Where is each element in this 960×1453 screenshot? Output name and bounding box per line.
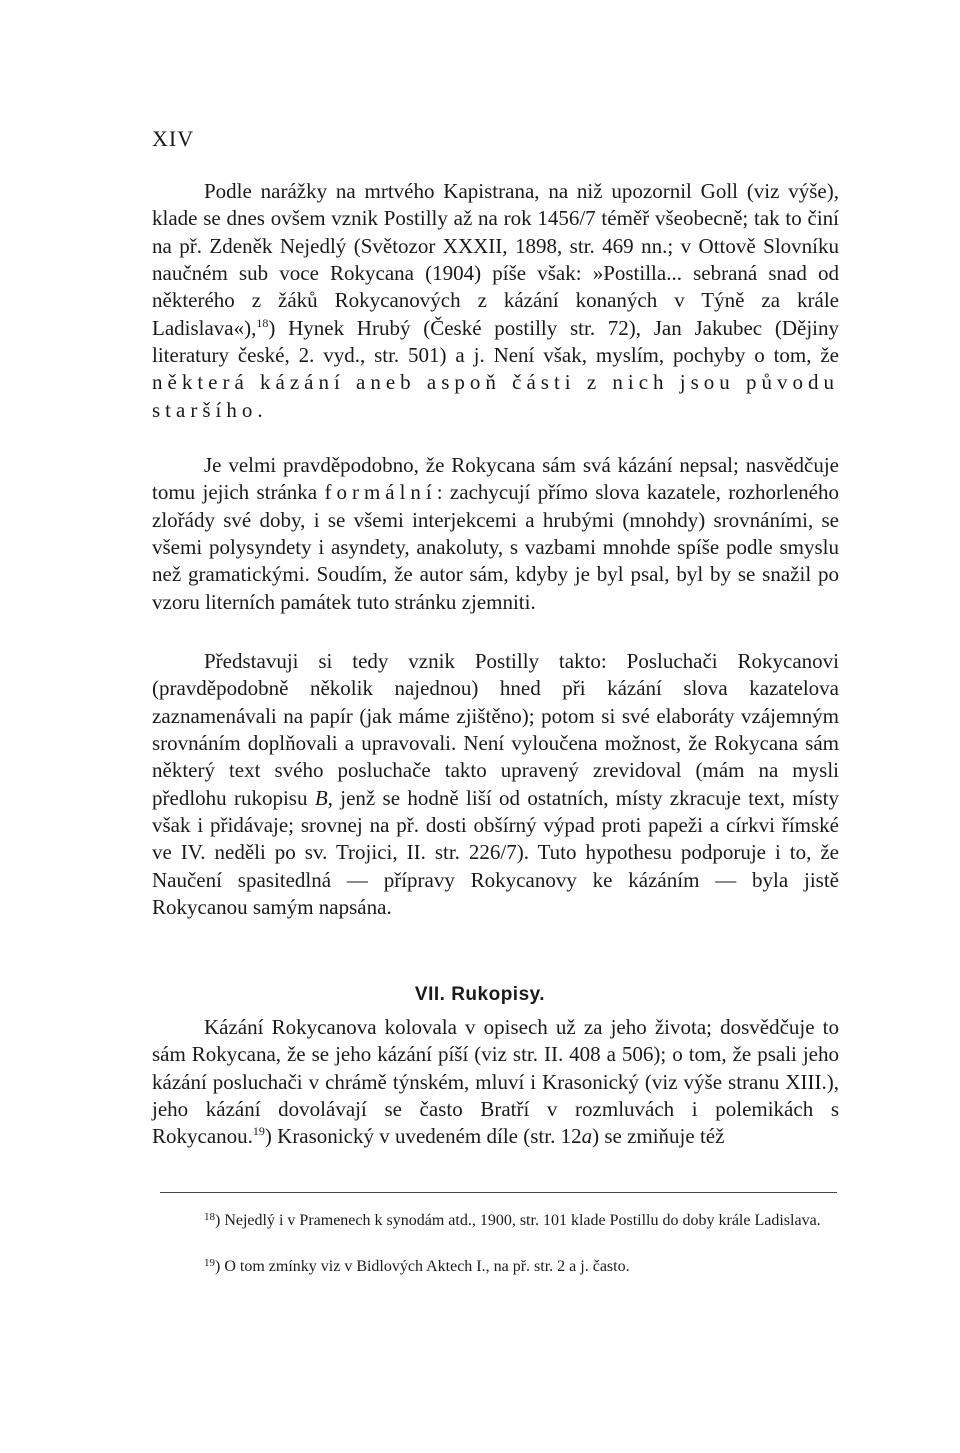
paragraph-text: ) Krasonický v uvedeném díle (str. 12	[264, 1124, 582, 1149]
footnote	[152, 1210, 839, 1232]
footnote-reference: 18	[256, 315, 269, 330]
paragraph-text: Kázání Rokycanova kolovala v opisech už za jeho života; dosvědčuje to sám Rokycana, že se jeho kázání píší (viz str. II. 408 a 506); o tom, že psali jeho kázání posluchači v chrámě týnském, mluví i Krasonický (viz výše stranu XIII.), jeho kázání dovolávají se často Bratří v rozmluvách i polemikách s Rokycanou.	[152, 1015, 839, 1149]
footnote-text: ) O tom zmínky viz v Bidlových Aktech I., na př. str. 2 a j. často.	[215, 1258, 630, 1275]
paragraph-text: ) se zmiňuje též	[592, 1124, 725, 1149]
footnote-mark: 18	[204, 1211, 215, 1223]
footnote-text: ) Nejedlý i v Pramenech k synodám atd., 1900, str. 101 klade Postillu do doby krále Ladislava.	[215, 1212, 821, 1229]
italic-text: B	[314, 785, 328, 810]
paragraph	[152, 1014, 839, 1151]
section-heading: VII. Rukopisy.	[414, 984, 546, 1005]
footnote-reference: 19	[252, 1124, 265, 1139]
paragraph-text: , jenž se hodně liší od ostatních, místy zkracuje text, místy však i přidávaje; srovnej na př. dosti obšírný výpad proti papeži a církvi římské ve IV. neděli po sv. Trojici, II. str. 226/7). Tuto hypothesu podporuje i to, že Naučení spasitedlná — přípravy Rokycanovy ke kázáním — byla jistě Rokycanou samým napsána.	[152, 785, 839, 920]
footnote-mark: 19	[204, 1257, 215, 1269]
paragraph	[152, 452, 839, 616]
paragraph-text: Je velmi pravděpodobno, že Rokycana sám svá kázání nepsal; nasvědčuje tomu jejich stránka	[152, 453, 839, 505]
paragraph-text: .	[257, 397, 263, 422]
emphasized-text: některá kázání aneb aspoň části z nich jsou původu staršího	[152, 370, 839, 422]
paragraph	[152, 178, 839, 424]
paragraph-text: : zachycují přímo slova kazatele, rozhorleného zlořády své doby, i se všemi interjekcemi a hrubými (mnohdy) srovnáními, se všemi polysyndety i asyndety, anakoluty, s vazbami mnohde spíše podle smyslu než gramatickými. Soudím, že autor sám, kdyby je byl psal, byl by se snažil po vzoru literních památek tuto stránku zjemniti.	[152, 480, 839, 614]
paragraph	[152, 648, 839, 921]
paragraph-text: ) Hynek Hrubý (České postilly str. 72), Jan Jakubec (Dějiny literatury české, 2. vyd., str. 501) a j. Není však, myslím, pochyby o tom, že	[152, 315, 839, 368]
emphasized-text: formální	[324, 480, 437, 505]
footnote	[152, 1256, 839, 1278]
italic-text: a	[581, 1124, 593, 1149]
page-number: XIV	[152, 126, 195, 151]
paragraph-text: Podle narážky na mrtvého Kapistrana, na niž upozornil Goll (viz výše), klade se dnes ovšem vznik Postilly až na rok 1456/7 téměř všeobecně; tak to činí na př. Zdeněk Nejedlý (Světozor XXXII, 1898, str. 469 nn.; v Ottově Slovníku naučném sub voce Rokycana (1904) píše však: »Postilla... sebraná snad od některého z žáků Rokycanových z kázání konaných v Týně za krále Ladislava«),	[152, 179, 839, 340]
footnote-divider	[160, 1192, 837, 1193]
paragraph-text: Představuji si tedy vznik Postilly takto: Posluchači Rokycanovi (pravděpodobně několik najednou) hned při kázání slova kazatelova zaznamenávali na papír (jak máme zjištěno); potom si své elaboráty vzájemným srovnáním doplňovali a upravovali. Není vyloučena možnost, že Rokycana sám některý text svého posluchače takto upravený zrevidoval (mám na mysli předlohu rukopisu	[152, 649, 839, 810]
